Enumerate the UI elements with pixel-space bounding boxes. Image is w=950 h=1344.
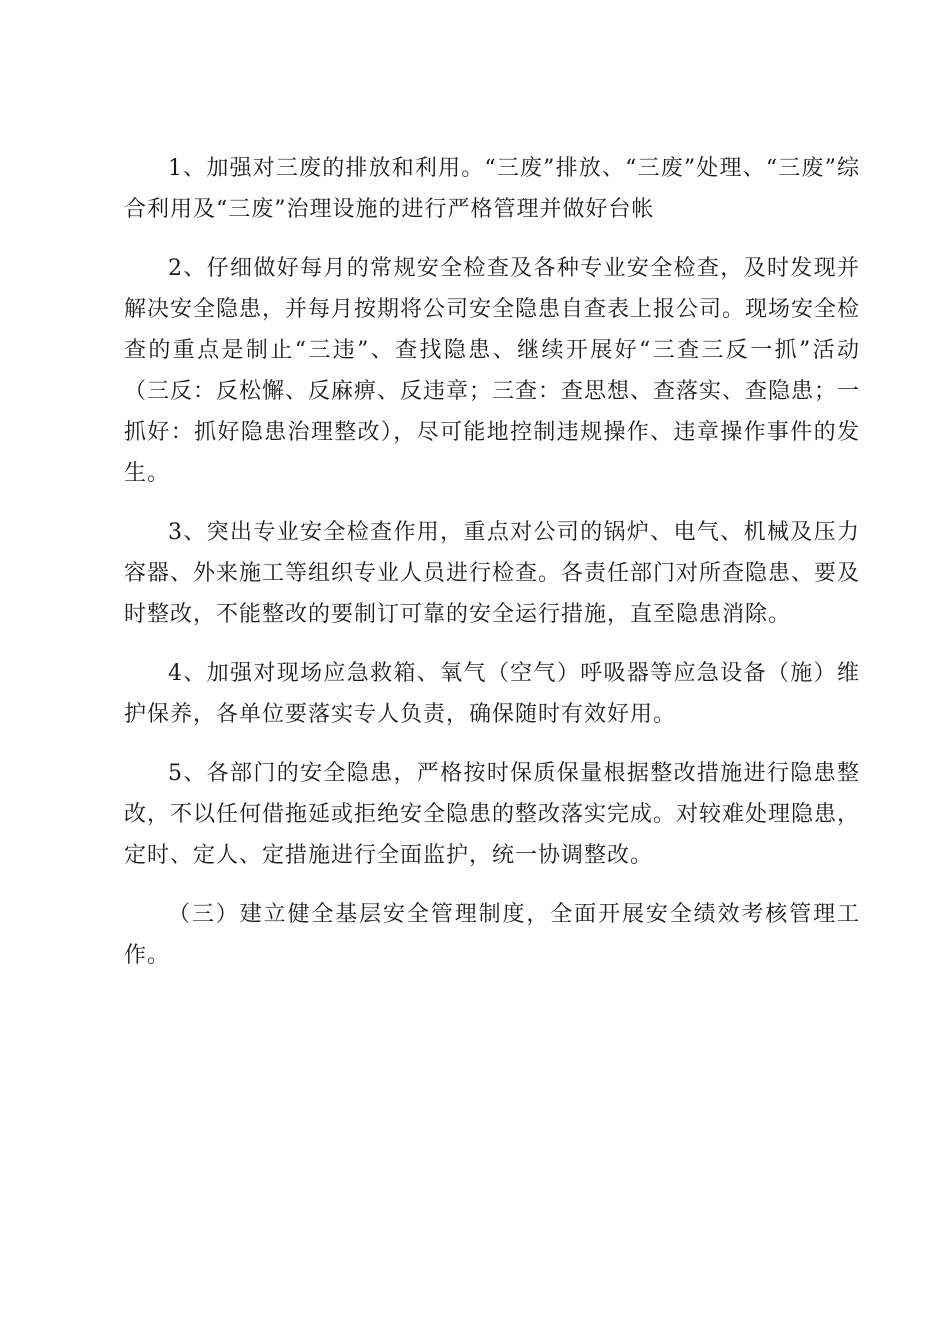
paragraph-safety-inspection: 2、仔细做好每月的常规安全检查及各种专业安全检查，及时发现并解决安全隐患，并每月按期将公司安全隐患自查表上报公司。现场安全检查的重点是制止“三违”、查找隐患、继续开展好“三查三反一抓”活动（三反：反松懈、反麻痹、反违章；三查：查思想、查落实、查隐患；一抓好：抓好隐患治理整改），尽可能地控制违规操作、违章操作事件的发生。 xyxy=(124,256,861,486)
paragraph-professional-inspection: 3、突出专业安全检查作用，重点对公司的锅炉、电气、机械及压力容器、外来施工等组织专业人员进行检查。各责任部门对所查隐患、要及时整改，不能整改的要制订可靠的安全运行措施，直至隐患消除。 xyxy=(124,520,861,627)
paragraph-hazard-rectification: 5、各部门的安全隐患，严格按时保质保量根据整改措施进行隐患整改，不以任何借拖延或拒绝安全隐患的整改落实完成。对较难处理隐患，定时、定人、定措施进行全面监护，统一协调整改。 xyxy=(124,761,861,868)
paragraph-emergency-equipment: 4、加强对现场应急救箱、氧气（空气）呼吸器等应急设备（施）维护保养，各单位要落实专人负责，确保随时有效好用。 xyxy=(124,661,860,727)
paragraph-section-three-heading: （三）建立健全基层安全管理制度，全面开展安全绩效考核管理工作。 xyxy=(124,902,860,968)
paragraph-waste-management: 1、加强对三废的排放和利用。“三废”排放、“三废”处理、“三废”综合利用及“三废”治理设施的进行严格管理并做好台帐 xyxy=(124,156,860,222)
document-body xyxy=(124,148,860,994)
